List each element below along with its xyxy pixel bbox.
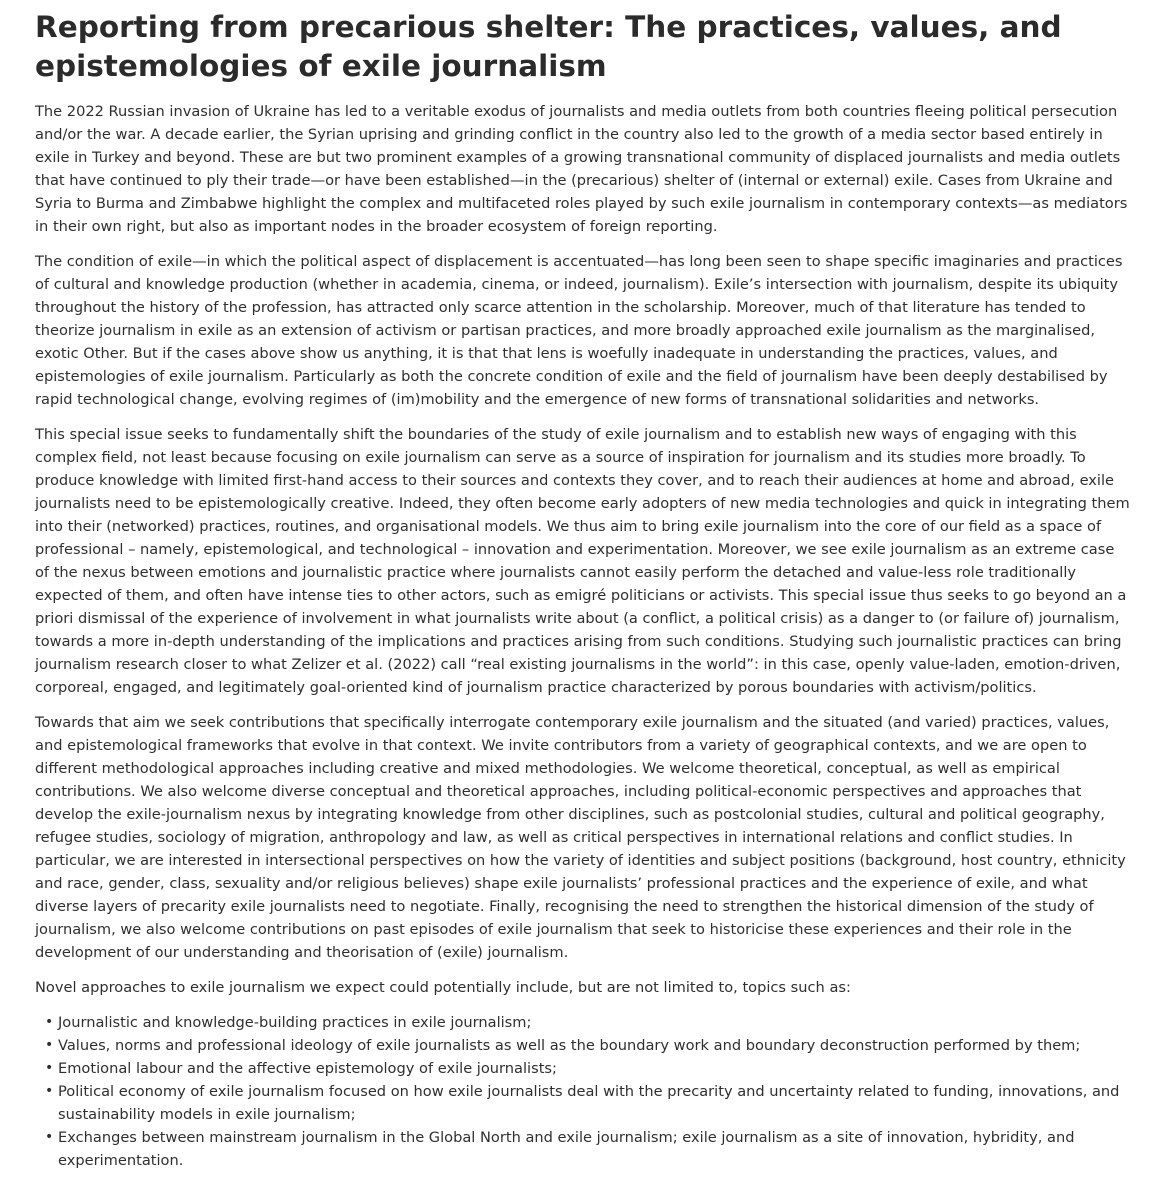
list-item xyxy=(45,1011,1132,1034)
bullet-icon: • xyxy=(45,1083,54,1099)
bullet-icon: • xyxy=(45,1129,54,1145)
list-item-text: Journalistic and knowledge-building practices in exile journalism; xyxy=(58,1014,532,1031)
paragraph-call-for-contributions: Towards that aim we seek contributions that specifically interrogate contemporary exile journalism and the situated (and varied) practices, values, and epistemological frameworks that evolve in that context. We invite contributors from a variety of geographical contexts, and we are open to different methodological approaches including creative and mixed methodologies. We welcome theoretical, conceptual, as well as empirical contributions. We also welcome diverse conceptual and theoretical approaches, including political-economic perspectives and approaches that develop the exile-journalism nexus by integrating knowledge from other disciplines, such as postcolonial studies, cultural and political geography, refugee studies, sociology of migration, anthropology and law, as well as critical perspectives in international relations and conflict studies. In particular, we are interested in intersectional perspectives on how the variety of identities and subject positions (background, host country, ethnicity and race, gender, class, sexuality and/or religious believes) shape exile journalists’ professional practices and the experience of exile, and what diverse layers of precarity exile journalists need to negotiate. Finally, recognising the need to strengthen the historical dimension of the study of journalism, we also welcome contributions on past episodes of exile journalism that seek to historicise these experiences and their role in the development of our understanding and theorisation of (exile) journalism. xyxy=(35,714,1126,961)
paragraph-exile-condition: The condition of exile—in which the political aspect of displacement is accentuated—has long been seen to shape specific imaginaries and practices of cultural and knowledge production (whether in academia, cinema, or indeed, journalism). Exile’s intersection with journalism, despite its ubiquity throughout the history of the profession, has attracted only scarce attention in the scholarship. Moreover, much of that literature has tended to theorize journalism in exile as an extension of activism or partisan practices, and more broadly approached exile journalism as the marginalised, exotic Other. But if the cases above show us anything, it is that that lens is woefully inadequate in understanding the practices, values, and epistemologies of exile journalism. Particularly as both the concrete condition of exile and the field of journalism have been deeply destabilised by rapid technological change, evolving regimes of (im)mobility and the emergence of new forms of transnational solidarities and networks. xyxy=(35,253,1123,408)
paragraph-special-issue-aims: This special issue seeks to fundamentally shift the boundaries of the study of exile journalism and to establish new ways of engaging with this complex field, not least because focusing on exile journalism can serve as a source of inspiration for journalism and its studies more broadly. To produce knowledge with limited first-hand access to their sources and contexts they cover, and to reach their audiences at home and abroad, exile journalists need to be epistemologically creative. Indeed, they often become early adopters of new media technologies and quick in integrating them into their (networked) practices, routines, and organisational models. We thus aim to bring exile journalism into the core of our field as a space of professional – namely, epistemological, and technological – innovation and experimentation. Moreover, we see exile journalism as an extreme case of the nexus between emotions and journalistic practice where journalists cannot easily perform the detached and value-less role traditionally expected of them, and often have intense ties to other actors, such as emigré politicians or activists. This special issue thus seeks to go beyond an a priori dismissal of the experience of involvement in what journalists write about (a conflict, a political crisis) as a danger to (or failure of) journalism, towards a more in-depth understanding of the implications and practices arising from such conditions. Studying such journalistic practices can bring journalism research closer to what Zelizer et al. (2022) call “real existing journalisms in the world”: in this case, openly value-laden, emotion-driven, corporeal, engaged, and legitimately goal-oriented kind of journalism practice characterized by porous boundaries with activism/politics. xyxy=(35,426,1130,696)
article-title: Reporting from precarious shelter: The practices, values, and epistemologies of exile journalism xyxy=(35,10,1062,83)
list-item-text: Values, norms and professional ideology of exile journalists as well as the boundary work and boundary deconstruction performed by them; xyxy=(58,1037,1081,1054)
paragraph-intro: The 2022 Russian invasion of Ukraine has led to a veritable exodus of journalists and media outlets from both countries fleeing political persecution and/or the war. A decade earlier, the Syrian uprising and grinding conflict in the country also led to the growth of a media sector based entirely in exile in Turkey and beyond. These are but two prominent examples of a growing transnational community of displaced journalists and media outlets that have continued to ply their trade—or have been established—in the (precarious) shelter of (internal or external) exile. Cases from Ukraine and Syria to Burma and Zimbabwe highlight the complex and multifaceted roles played by such exile journalism in contemporary contexts—as mediators in their own right, but also as important nodes in the broader ecosystem of foreign reporting. xyxy=(35,103,1128,235)
list-item xyxy=(45,1126,1132,1172)
list-item xyxy=(45,1034,1132,1057)
list-item xyxy=(45,1057,1132,1080)
bullet-icon: • xyxy=(45,1037,54,1053)
bullet-icon: • xyxy=(45,1014,54,1030)
list-item xyxy=(45,1080,1132,1126)
topics-list xyxy=(35,1011,1132,1172)
list-item-text: Political economy of exile journalism focused on how exile journalists deal with the precarity and uncertainty related to funding, innovations, and sustainability models in exile journalism; xyxy=(58,1083,1120,1123)
paragraph-topics-intro: Novel approaches to exile journalism we expect could potentially include, but are not limited to, topics such as: xyxy=(35,979,851,996)
bullet-icon: • xyxy=(45,1060,54,1076)
list-item-text: Emotional labour and the affective epistemology of exile journalists; xyxy=(58,1060,557,1077)
list-item-text: Exchanges between mainstream journalism in the Global North and exile journalism; exile journalism as a site of innovation, hybridity, and experimentation. xyxy=(58,1129,1075,1169)
